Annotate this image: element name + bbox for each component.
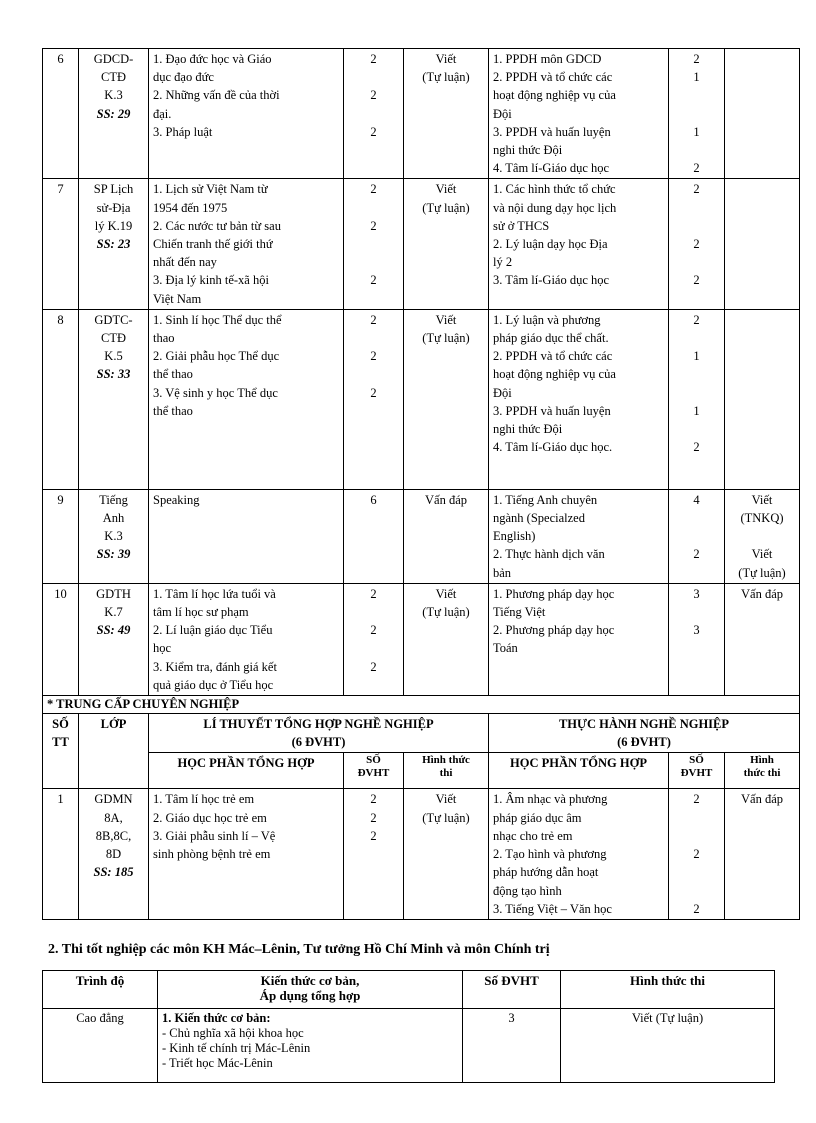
dvht-value — [673, 384, 720, 402]
lop-line: lý K.19 — [94, 218, 133, 233]
dvht-value: 2 — [693, 273, 700, 288]
content-title: 1. Kiến thức cơ bản: — [162, 1011, 271, 1025]
practice-cell: 1. Âm nhạc và phương pháp giáo dục âm nhạc cho trẻ em 2. Tạo hình và phương pháp hướng dẫn hoạt động tạo hình 3. Tiếng Việt – Văn học — [489, 789, 669, 919]
stt-cell: 9 — [43, 489, 79, 583]
lop-line: GDTC- — [94, 312, 133, 327]
lop-line: SP Lịch — [93, 182, 134, 197]
lop-cell — [79, 49, 149, 179]
dvht-value: 6 — [370, 492, 377, 507]
practice-cell: 1. Tiếng Anh chuyên ngành (Specialzed English) 2. Thực hành dịch văn bản — [489, 489, 669, 583]
practice-cell: 1. Lý luận và phương pháp giáo dục thể chất. 2. PPDH và tổ chức các hoạt động nghiệp vụ của Đội 3. PPDH và huấn luyện nghi thức Đội 4. Tâm lí-Giáo dục học. — [489, 309, 669, 489]
practice-cell: 1. Các hình thức tổ chức và nội dung dạy học lịch sử ở THCS 2. Lý luận dạy học Địa lý 2 3. Tâm lí-Giáo dục học — [489, 179, 669, 309]
lop-line: 8D — [105, 847, 122, 862]
dvht-value: 2 — [370, 312, 377, 327]
stt-cell: 10 — [43, 583, 79, 695]
dvht-value — [673, 105, 720, 123]
lop-line: sử-Địa — [96, 200, 131, 215]
dvht-value: 2 — [370, 52, 377, 66]
dvht-value: 2 — [693, 547, 700, 562]
practice-dvht-cell — [669, 583, 725, 695]
dvht-value: 2 — [370, 182, 377, 197]
lop-line: K.7 — [104, 605, 123, 620]
dvht-value: 1 — [693, 349, 700, 364]
lop-line: Tiếng — [99, 492, 128, 507]
theory-dvht-cell — [344, 789, 404, 919]
dvht-value — [673, 527, 720, 545]
theory-dvht-cell — [344, 489, 404, 583]
dvht-value: 2 — [370, 273, 377, 288]
practice-dvht-cell — [669, 49, 725, 179]
sub-exam-header: Hình thức thi — [404, 753, 489, 789]
practice-dvht-cell — [669, 179, 725, 309]
dvht-value: 2 — [370, 792, 377, 807]
practice-exam-cell: Vấn đáp — [725, 583, 800, 695]
lop-line: Anh — [102, 511, 125, 526]
content-cell — [158, 1009, 463, 1083]
dvht-value — [348, 253, 399, 271]
dvht-value: 2 — [370, 659, 377, 674]
content-item: - Triết học Mác-Lênin — [162, 1056, 273, 1070]
dvht-value: 2 — [693, 237, 700, 252]
exam-cell: Viết (Tự luận) — [404, 179, 489, 309]
main-exam-table — [42, 48, 800, 920]
table-row — [43, 49, 800, 179]
practice-dvht-cell — [669, 489, 725, 583]
dvht-value: 2 — [370, 810, 377, 825]
stt-cell: 1 — [43, 789, 79, 919]
dvht-value — [348, 105, 399, 123]
theory-dvht-cell — [344, 49, 404, 179]
practice-exam-cell: Vấn đáp — [725, 789, 800, 919]
dvht-value: 1 — [693, 403, 700, 418]
dvht-value: 3 — [693, 623, 700, 638]
dvht-value — [673, 882, 720, 900]
dvht-value: 2 — [693, 52, 700, 66]
exam-cell: Vấn đáp — [404, 489, 489, 583]
exam-cell: Viết (Tự luận) — [404, 789, 489, 919]
dvht-value: 2 — [370, 828, 377, 843]
lop-line: K.3 — [104, 529, 123, 544]
dvht-value — [348, 365, 399, 383]
dvht-value — [673, 509, 720, 527]
dvht-value — [348, 603, 399, 621]
dvht-value: 2 — [370, 124, 377, 139]
tccn-title: * TRUNG CẤP CHUYÊN NGHIỆP — [43, 696, 800, 714]
class-size: SS: 23 — [96, 237, 131, 252]
dvht-value: 2 — [370, 349, 377, 364]
sub-hp2-header: HỌC PHẦN TỔNG HỢP — [489, 753, 669, 789]
dvht-value — [673, 141, 720, 159]
lop-line: CTĐ — [101, 70, 126, 85]
practice-cell: 1. Phương pháp dạy học Tiếng Việt 2. Phương pháp dạy học Toán — [489, 583, 669, 695]
dvht-value: 2 — [693, 901, 700, 916]
table-row — [43, 179, 800, 309]
table-row — [43, 489, 800, 583]
sub-dvht-header: SỐ ĐVHT — [344, 753, 404, 789]
col-lop-header: LỚP — [79, 714, 149, 789]
sub-dvht2-header: SỐ ĐVHT — [669, 753, 725, 789]
content-item: - Kinh tế chính trị Mác-Lênin — [162, 1041, 311, 1055]
class-size: SS: 49 — [96, 623, 131, 638]
practice-cell: 1. PPDH môn GDCD 2. PPDH và tổ chức các hoạt động nghiệp vụ của Đội 3. PPDH và huấn luyện nghi thức Đội 4. Tâm lí-Giáo dục học — [489, 49, 669, 179]
class-size: SS: 185 — [93, 865, 134, 880]
practice-dvht-cell — [669, 309, 725, 489]
dvht-value: 2 — [693, 792, 700, 807]
class-size: SS: 29 — [96, 106, 131, 121]
dvht-value — [673, 809, 720, 827]
header-exam: Hình thức thi — [561, 971, 775, 1009]
dvht-value — [348, 68, 399, 86]
dvht-value: 2 — [693, 847, 700, 862]
dvht-value: 2 — [693, 312, 700, 327]
dvht-value — [673, 86, 720, 104]
stt-cell: 8 — [43, 309, 79, 489]
dvht-cell: 3 — [463, 1009, 561, 1083]
practice-exam-cell — [725, 179, 800, 309]
sub-hp-header: HỌC PHẦN TỔNG HỢP — [149, 753, 344, 789]
lop-line: 8A, — [104, 810, 123, 825]
lop-cell — [79, 789, 149, 919]
practice-dvht-cell — [669, 789, 725, 919]
col-stt-header: SỐ TT — [43, 714, 79, 789]
exam-cell: Viết (Tự luận) — [404, 583, 489, 695]
dvht-value — [673, 420, 720, 438]
dvht-value — [673, 217, 720, 235]
dvht-value: 2 — [693, 161, 700, 176]
dvht-value: 2 — [693, 440, 700, 455]
section2-heading: 2. Thi tốt nghiệp các môn KH Mác–Lênin, Tư tưởng Hồ Chí Minh và môn Chính trị — [48, 942, 550, 957]
dvht-value — [673, 199, 720, 217]
dvht-value — [348, 199, 399, 217]
theory-cell: 1. Sinh lí học Thể dục thể thao 2. Giải phẫu học Thể dục thể thao 3. Vệ sinh y học Thể dục thể thao — [149, 309, 344, 489]
exam-cell: Viết (Tự luận) — [404, 49, 489, 179]
lop-line: K.5 — [104, 349, 123, 364]
class-size: SS: 33 — [96, 367, 131, 382]
politics-exam-table — [42, 970, 775, 1083]
table-row — [43, 1009, 775, 1083]
table-row — [43, 583, 800, 695]
lop-line: CTĐ — [101, 331, 126, 346]
tccn-section — [43, 696, 800, 920]
lop-cell — [79, 489, 149, 583]
dvht-value — [348, 235, 399, 253]
exam-cell: Viết (Tự luận) — [404, 309, 489, 489]
practice-header: THỰC HÀNH NGHỀ NGHIỆP (6 ĐVHT) — [489, 714, 800, 753]
theory-cell: 1. Lịch sử Việt Nam từ 1954 đến 1975 2. Các nước tư bản từ sau Chiến tranh thế giới thứ nhất đến nay 3. Địa lý kinh tế-xã hội Việt Nam — [149, 179, 344, 309]
table-row — [43, 309, 800, 489]
lop-cell — [79, 309, 149, 489]
dvht-value: 1 — [693, 124, 700, 139]
lop-line: GDTH — [96, 586, 131, 601]
dvht-value: 2 — [370, 385, 377, 400]
dvht-value: 2 — [693, 182, 700, 197]
lop-line: GDMN — [94, 792, 133, 807]
lop-cell — [79, 583, 149, 695]
level-cell: Cao đẳng — [43, 1009, 158, 1083]
dvht-value: 4 — [693, 492, 700, 507]
theory-cell: 1. Đạo đức học và Giáo dục đạo đức 2. Những vấn đề của thời đại. 3. Pháp luật — [149, 49, 344, 179]
header-dvht: Số ĐVHT — [463, 971, 561, 1009]
dvht-value: 2 — [370, 623, 377, 638]
dvht-value — [673, 329, 720, 347]
exam-cell: Viết (Tự luận) — [561, 1009, 775, 1083]
tccn-row — [43, 789, 800, 919]
stt-cell: 6 — [43, 49, 79, 179]
dvht-value: 2 — [370, 88, 377, 103]
lop-line: 8B,8C, — [95, 828, 132, 843]
dvht-value: 2 — [370, 218, 377, 233]
theory-cell: 1. Tâm lí học lứa tuổi và tâm lí học sư phạm 2. Lí luận giáo dục Tiểu học 3. Kiểm tra, đánh giá kết quả giáo dục ở Tiểu học — [149, 583, 344, 695]
dvht-value — [673, 253, 720, 271]
dvht-value: 2 — [370, 586, 377, 601]
dvht-value — [673, 365, 720, 383]
dvht-value: 3 — [693, 586, 700, 601]
lop-line: GDCD- — [93, 52, 134, 66]
header-content: Kiến thức cơ bản, Áp dụng tổng hợp — [158, 971, 463, 1009]
sub-exam2-header: Hình thức thi — [725, 753, 800, 789]
dvht-value — [348, 639, 399, 657]
lop-cell — [79, 179, 149, 309]
lop-line: K.3 — [104, 88, 123, 103]
theory-dvht-cell — [344, 583, 404, 695]
practice-exam-cell — [725, 309, 800, 489]
dvht-value — [673, 863, 720, 881]
class-size: SS: 39 — [96, 547, 131, 562]
theory-dvht-cell — [344, 179, 404, 309]
stt-cell: 7 — [43, 179, 79, 309]
dvht-value — [673, 603, 720, 621]
dvht-value — [348, 329, 399, 347]
theory-header: LÍ THUYẾT TỔNG HỢP NGHỀ NGHIỆP (6 ĐVHT) — [149, 714, 489, 753]
content-item: - Chủ nghĩa xã hội khoa học — [162, 1026, 304, 1040]
dvht-value — [673, 827, 720, 845]
theory-dvht-cell — [344, 309, 404, 489]
dvht-value: 1 — [693, 70, 700, 85]
theory-cell: Speaking — [149, 489, 344, 583]
program-rows — [43, 49, 800, 696]
practice-exam-cell — [725, 49, 800, 179]
header-level: Trình độ — [43, 971, 158, 1009]
theory-cell: 1. Tâm lí học trẻ em 2. Giáo dục học trẻ em 3. Giải phẫu sinh lí – Vệ sinh phòng bệnh trẻ em — [149, 789, 344, 919]
practice-exam-cell: Viết (TNKQ) Viết (Tự luận) — [725, 489, 800, 583]
